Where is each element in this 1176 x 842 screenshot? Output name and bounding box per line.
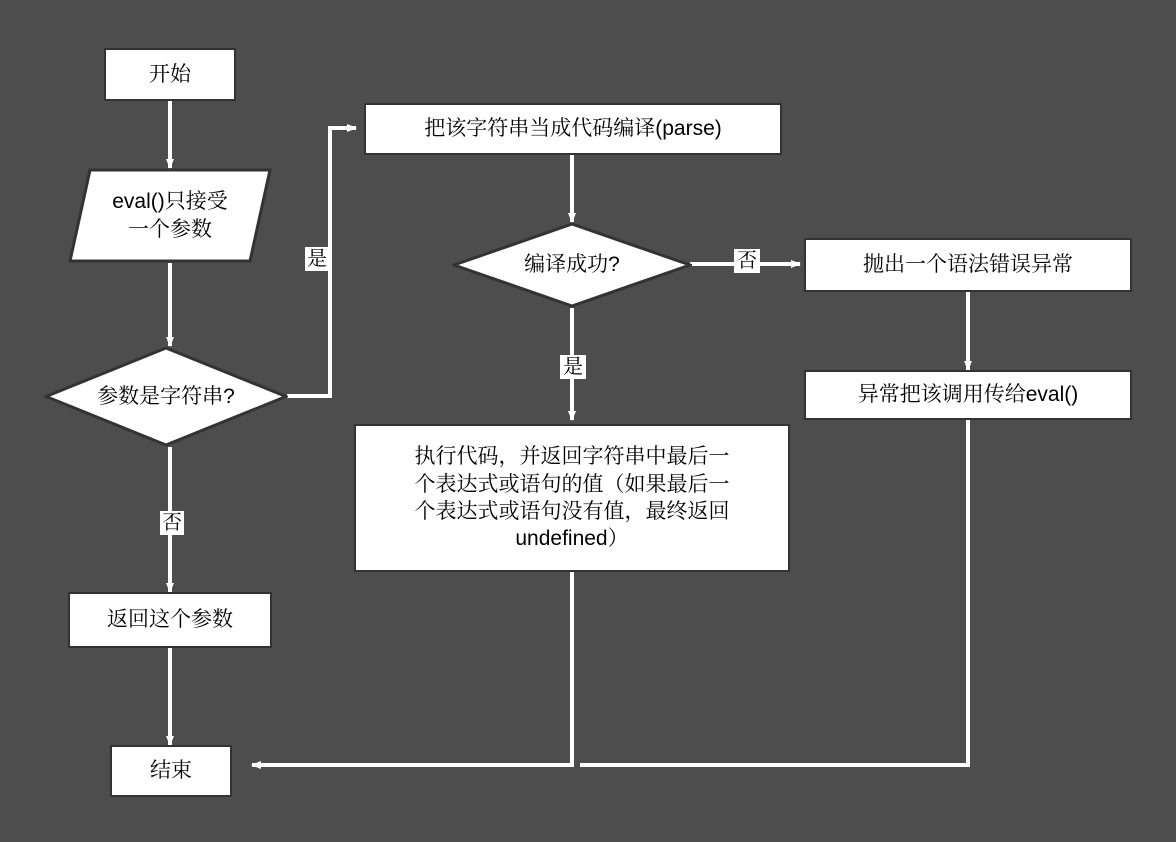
edge-label-is-string-yes: 是 (307, 248, 327, 270)
node-throw-syntax-error-label: 抛出一个语法错误异常 (863, 253, 1073, 277)
edge-label-is-string-no: 否 (162, 512, 182, 534)
node-return-arg-label: 返回这个参数 (107, 608, 233, 632)
node-pass-to-eval (804, 370, 1132, 420)
node-throw-syntax-error (804, 238, 1132, 292)
node-parse-code-label: 把该字符串当成代码编译(parse) (424, 117, 722, 141)
node-end-label: 结束 (150, 759, 192, 783)
edge-label-compile-yes: 是 (560, 355, 586, 379)
node-accept-one-arg-label: eval()只接受 一个参数 (112, 190, 228, 241)
node-start-label: 开始 (149, 62, 191, 86)
node-is-string (44, 346, 288, 447)
node-end (110, 745, 232, 797)
node-return-arg (68, 592, 272, 648)
node-execute-code (354, 424, 790, 572)
node-pass-to-eval-label: 异常把该调用传给eval() (857, 383, 1079, 407)
edge-label-compile-no: 否 (734, 249, 760, 273)
node-parse-code (364, 103, 782, 155)
node-start (104, 48, 236, 101)
node-is-string-label: 参数是字符串? (97, 384, 235, 408)
node-execute-code-label: 执行代码，并返回字符串中最后一 个表达式或语句的值（如果最后一 个表达式或语句没有值，最终返回 undefined） (414, 445, 730, 551)
node-compile-ok-label: 编译成功? (524, 253, 620, 277)
node-accept-one-arg (68, 168, 272, 263)
node-compile-ok (452, 222, 692, 308)
